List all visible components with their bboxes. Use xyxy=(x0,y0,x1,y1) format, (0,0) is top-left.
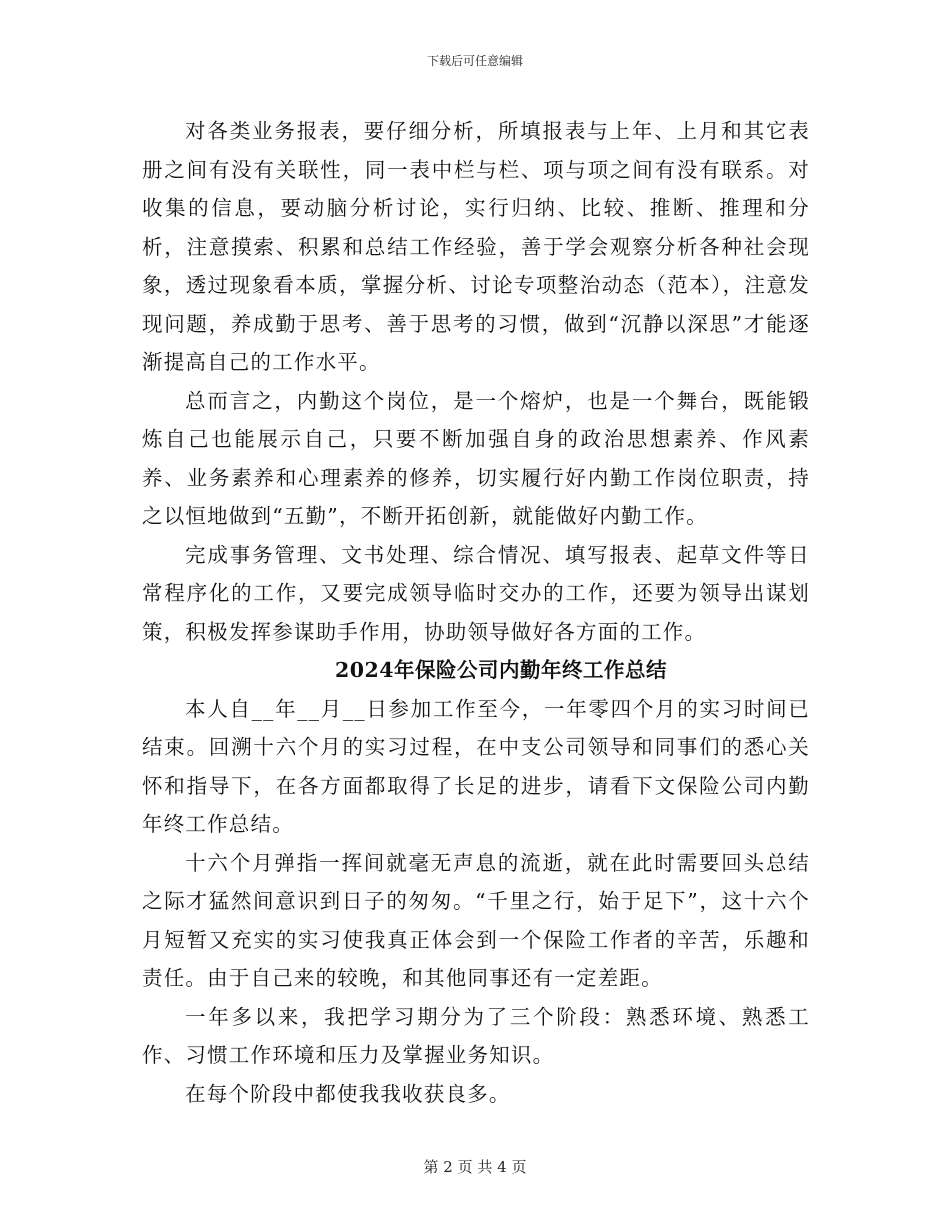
paragraph: 一年多以来，我把学习期分为了三个阶段：熟悉环境、熟悉工作、习惯工作环境和压力及掌握业务知识。 xyxy=(142,1004,810,1067)
page-footer: 第 2 页 共 4 页 xyxy=(423,1158,527,1176)
document-body xyxy=(142,112,810,1113)
page-header: 下载后可任意编辑 xyxy=(426,54,523,68)
paragraph: 十六个月弹指一挥间就毫无声息的流逝，就在此时需要回头总结之际才猛然间意识到日子的匆匆。“千里之行，始于足下”，这十六个月短暂又充实的实习使我真正体会到一个保险工作者的辛苦，乐趣和责任。由于自己来的较晚，和其他同事还有一定差距。 xyxy=(142,850,810,990)
paragraph: 在每个阶段中都使我我收获良多。 xyxy=(185,1081,511,1106)
paragraph: 总而言之，内勤这个岗位，是一个熔炉，也是一个舞台，既能锻炼自己也能展示自己，只要不断加强自身的政治思想素养、作风素养、业务素养和心理素养的修养，切实履行好内勤工作岗位职责，持之以恒地做到“五勤”，不断开拓创新，就能做好内勤工作。 xyxy=(142,388,810,528)
paragraph: 本人自__年__月__日参加工作至今，一年零四个月的实习时间已结束。回溯十六个月的实习过程，在中支公司领导和同事们的悉心关怀和指导下，在各方面都取得了长足的进步，请看下文保险公司内勤年终工作总结。 xyxy=(142,696,810,836)
section-title: 2024年保险公司内勤年终工作总结 xyxy=(334,658,668,682)
paragraph: 对各类业务报表，要仔细分析，所填报表与上年、上月和其它表册之间有没有关联性，同一表中栏与栏、项与项之间有没有联系。对收集的信息，要动脑分析讨论，实行归纳、比较、推断、推理和分析，注意摸索、积累和总结工作经验，善于学会观察分析各种社会现象，透过现象看本质，掌握分析、讨论专项整治动态（范本），注意发现问题，养成勤于思考、善于思考的习惯，做到“沉静以深思”才能逐渐提高自己的工作水平。 xyxy=(142,119,810,374)
paragraph: 完成事务管理、文书处理、综合情况、填写报表、起草文件等日常程序化的工作，又要完成领导临时交办的工作，还要为领导出谋划策，积极发挥参谋助手作用，协助领导做好各方面的工作。 xyxy=(142,542,810,644)
